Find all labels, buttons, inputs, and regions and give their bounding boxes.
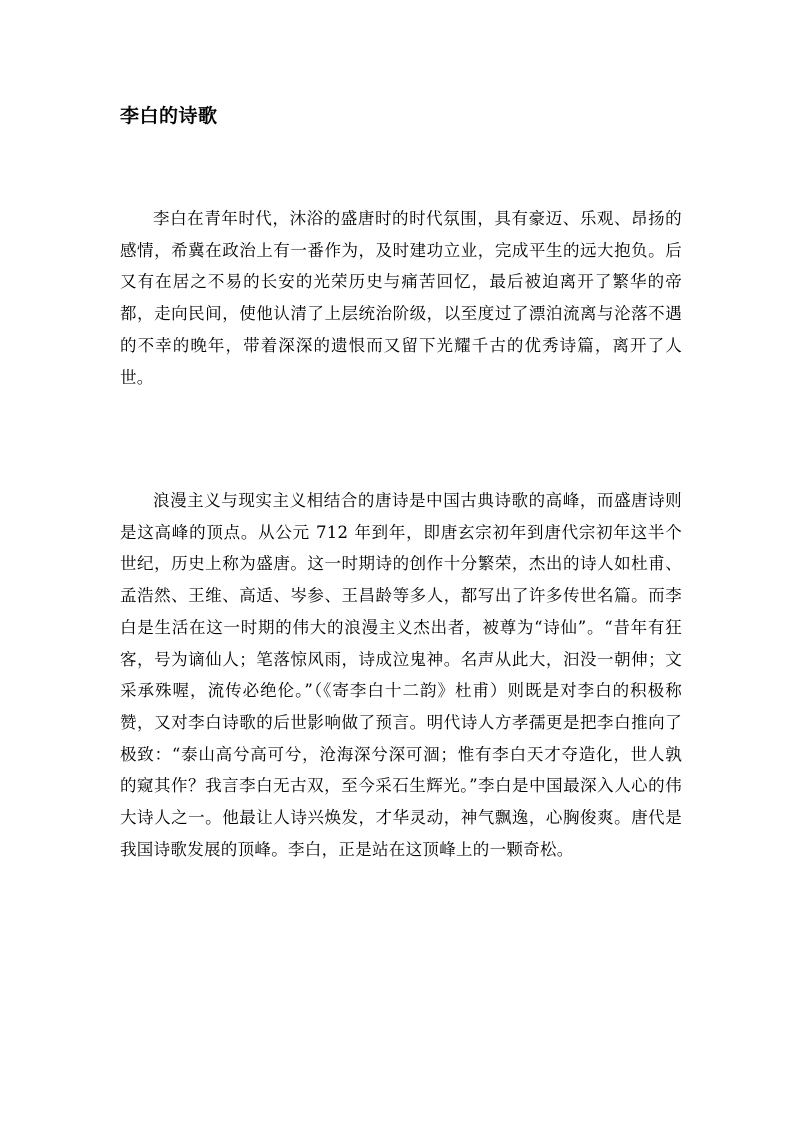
paragraph-romanticism: 浪漫主义与现实主义相结合的唐诗是中国古典诗歌的高峰，而盛唐诗则是这高峰的顶点。从公元 712 年到年，即唐玄宗初年到唐代宗初年这半个世纪，历史上称为盛唐。这一时期诗的创作十分繁荣，杰出的诗人如杜甫、孟浩然、王维、高适、岑参、王昌龄等多人，都写出了许多传世名篇。而李白是生活在这一时期的伟大的浪漫主义杰出者，被尊为“诗仙”。“昔年有狂客，号为谪仙人；笔落惊风雨，诗成泣鬼神。名声从此大，汩没一朝伸；文采承殊喔，流传必绝伦。”（《寄李白十二韵》杜甫）则既是对李白的积极称赞，又对李白诗歌的后世影响做了预言。明代诗人方孝孺更是把李白推向了极致：“泰山高兮高可兮，沧海深兮深可涸；惟有李白天才夺造化，世人孰的窥其作？我言李白无古双，至今采石生辉光。”李白是中国最深入人心的伟大诗人之一。他最让人诗兴焕发，才华灵动，神气飘逸，心胸俊爽。唐代是我国诗歌发展的顶峰。李白，正是站在这顶峰上的一颗奇松。 xyxy=(120,491,682,859)
page-title: 李白的诗歌 xyxy=(120,105,218,127)
paragraph-youth: 李白在青年时代，沐浴的盛唐时的时代氛围，具有豪迈、乐观、昂扬的感情，希冀在政治上有一番作为，及时建功立业，完成平生的远大抱负。后又有在居之不易的长安的光荣历史与痛苦回忆，最后被迫离开了繁华的帝都，走向民间，使他认清了上层统治阶级，以至度过了漂泊流离与沦落不遇的不幸的晚年，带着深深的遗恨而又留下光耀千古的优秀诗篇，离开了人世。 xyxy=(120,209,682,387)
